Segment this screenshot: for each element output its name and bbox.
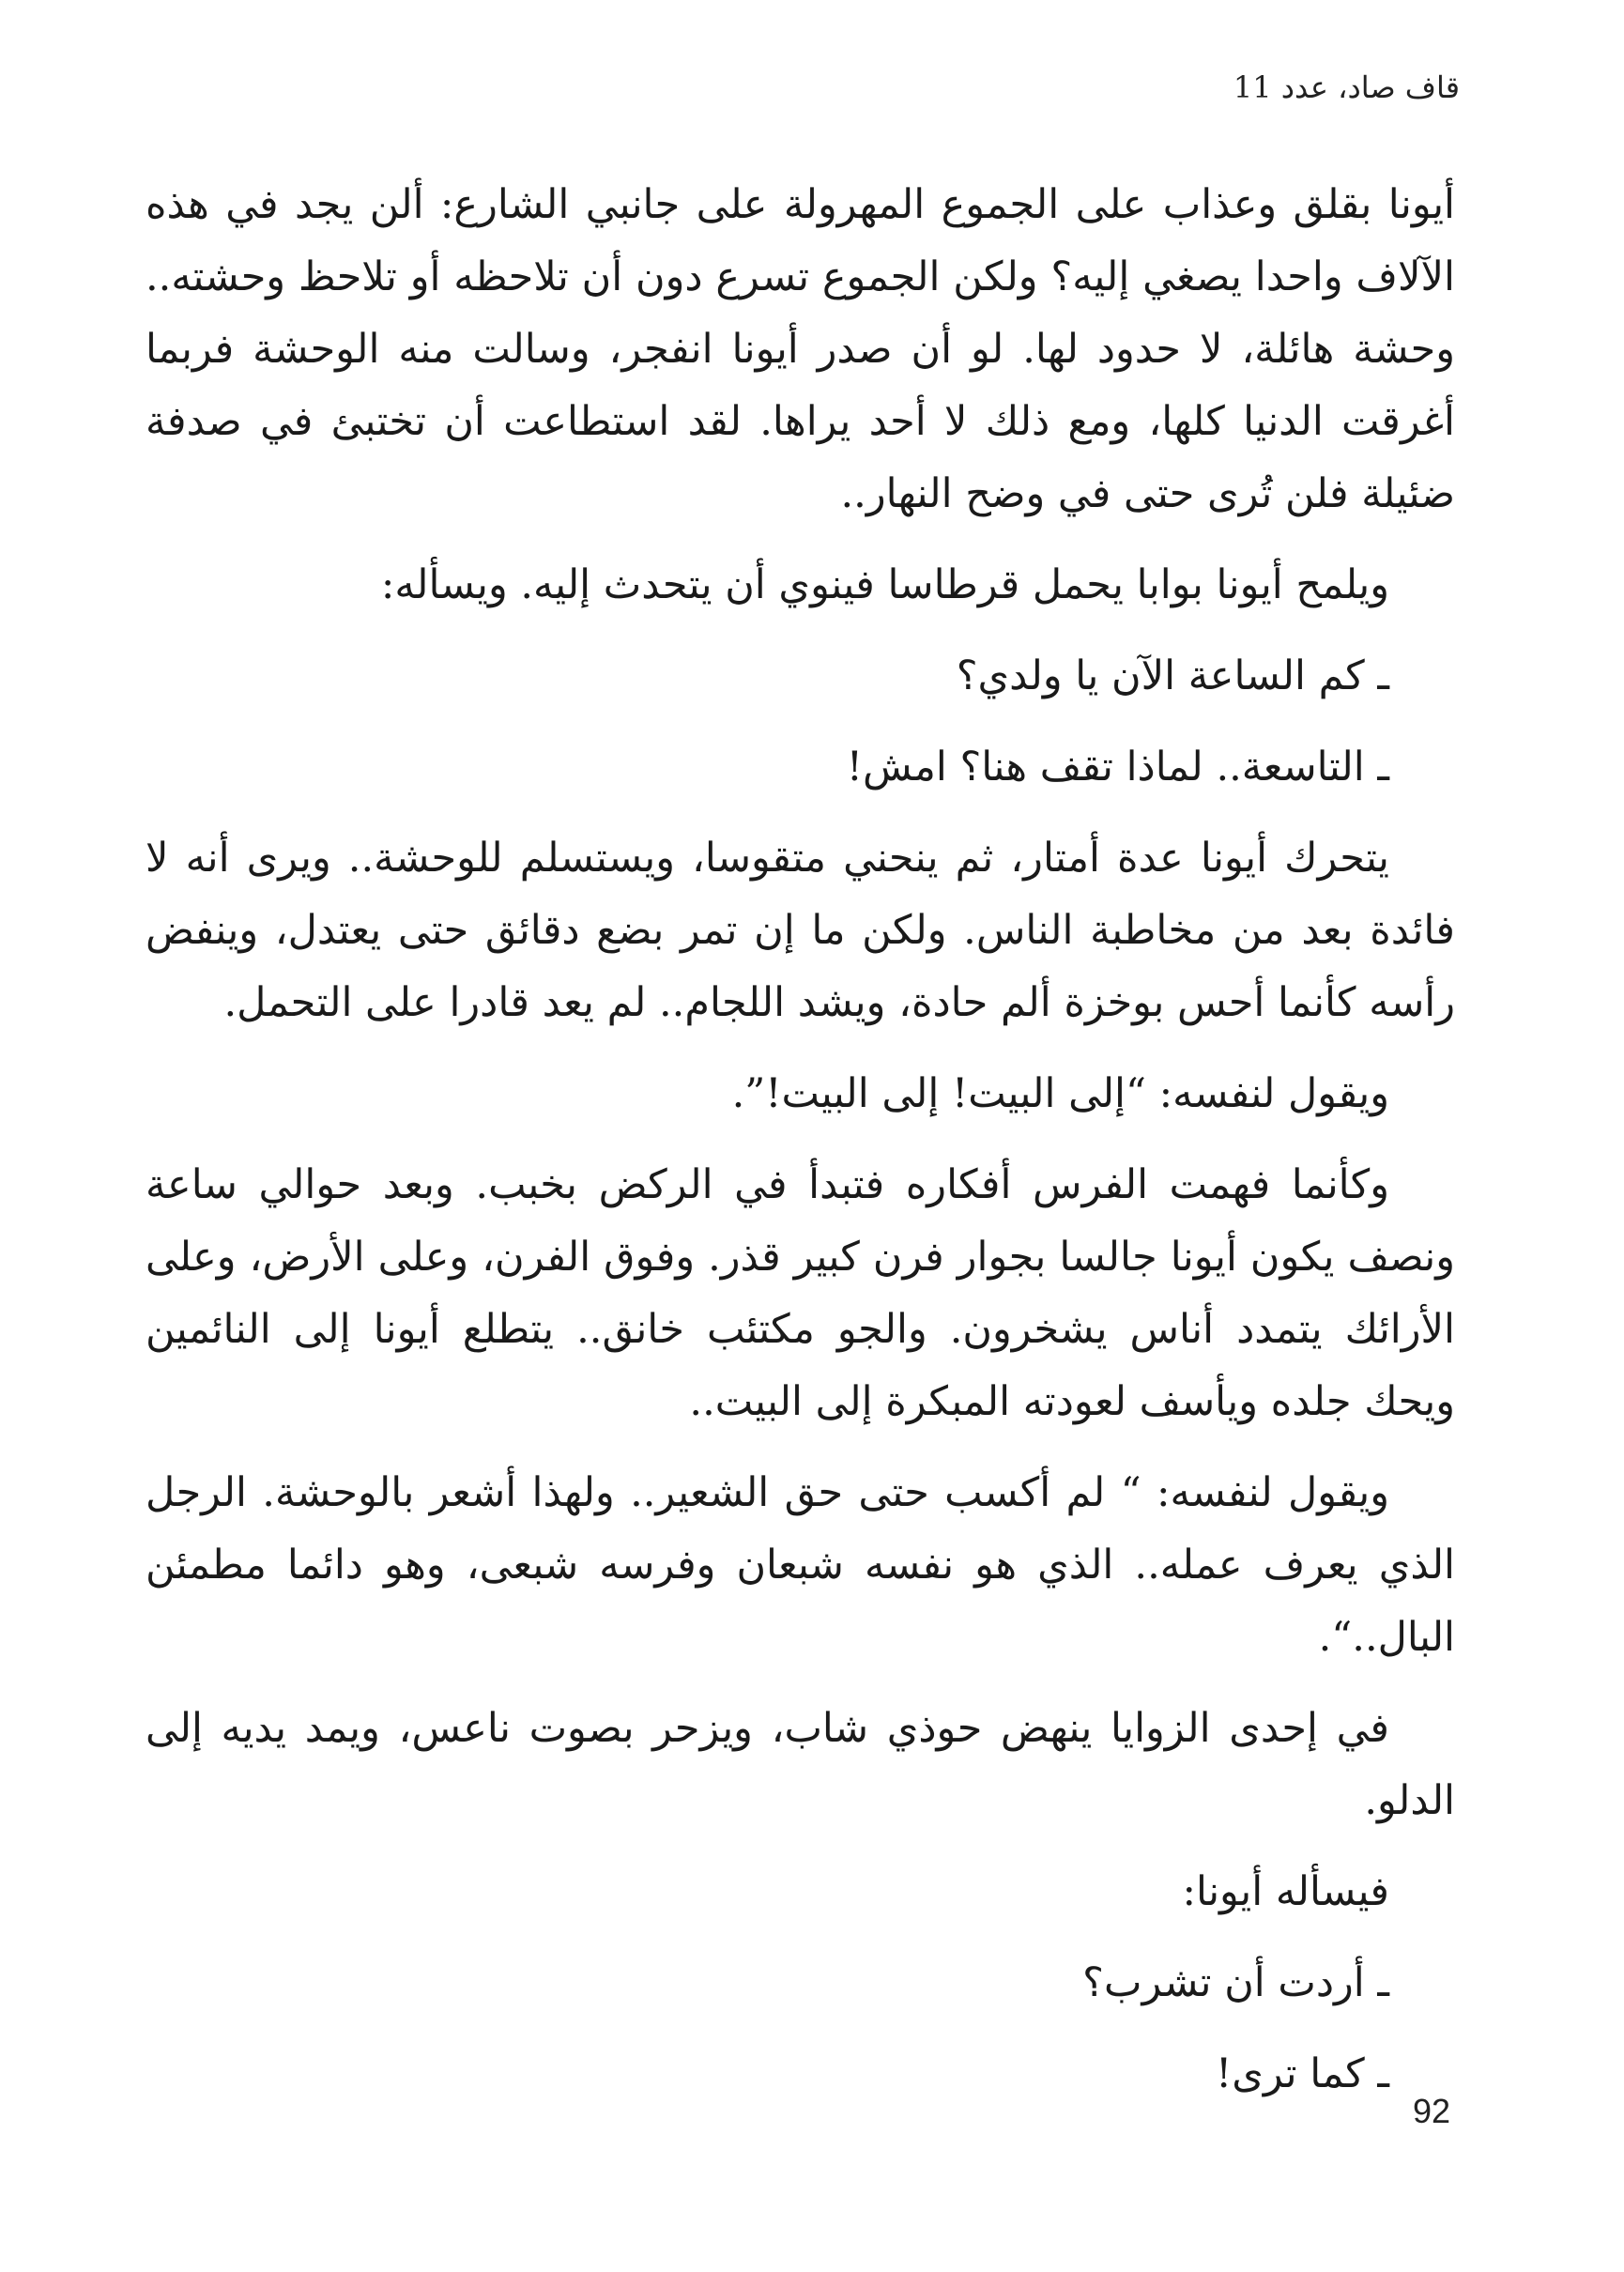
- page-number: 92: [1413, 2092, 1451, 2130]
- paragraph: يتحرك أيونا عدة أمتار، ثم ينحني متقوسا، ويستسلم للوحشة.. ويرى أنه لا فائدة بعد من مخاطبة الناس. ولكن ما إن تمر بضع دقائق حتى يعتدل، وينفض رأسه كأنما أحس بوخزة ألم حادة، ويشد اللجام.. لم يعد قادرا على التحمل.: [146, 835, 1455, 1026]
- paragraph: ويلمح أيونا بوابا يحمل قرطاسا فينوي أن يتحدث إليه. ويسأله:: [380, 561, 1389, 608]
- paragraph: في إحدى الزوايا ينهض حوذي شاب، ويزحر بصوت ناعس، ويمد يديه إلى الدلو.: [146, 1705, 1455, 1824]
- running-head: قاف صاد، عدد 11: [1233, 69, 1460, 105]
- paragraph: أيونا بقلق وعذاب على الجموع المهرولة على جانبي الشارع: ألن يجد في هذه الآلاف واحدا يصغي إليه؟ ولكن الجموع تسرع دون أن تلاحظه أو تلاحظ وحشته.. وحشة هائلة، لا حدود لها. لو أن صدر أيونا انفجر، وسالت منه الوحشة فربما أغرقت الدنيا كلها، ومع ذلك لا أحد يراها. لقد استطاعت أن تختبئ في صدفة ضئيلة فلن تُرى حتى في وضح النهار..: [146, 181, 1455, 517]
- paragraph: ويقول لنفسه: “ لم أكسب حتى حق الشعير.. ولهذا أشعر بالوحشة. الرجل الذي يعرف عمله.. الذي هو نفسه شبعان وفرسه شبعى، وهو دائما مطمئن البال..“.: [146, 1469, 1455, 1661]
- paragraph: ويقول لنفسه: “إلى البيت! إلى البيت!”.: [731, 1070, 1389, 1117]
- dialogue-line: ـ كما ترى!: [1216, 2050, 1389, 2097]
- body-text: [146, 169, 1455, 2129]
- dialogue-line: ـ التاسعة.. لماذا تقف هنا؟ امش!: [846, 744, 1389, 791]
- dialogue-line: ـ كم الساعة الآن يا ولدي؟: [956, 652, 1389, 699]
- paragraph: وكأنما فهمت الفرس أفكاره فتبدأ في الركض بخبب. وبعد حوالي ساعة ونصف يكون أيونا جالسا بجوار فرن كبير قذر. وفوق الفرن، وعلى الأرض، وعلى الأرائك يتمدد أناس يشخرون. والجو مكتئب خانق.. يتطلع أيونا إلى النائمين ويحك جلده ويأسف لعودته المبكرة إلى البيت..: [146, 1161, 1455, 1425]
- paragraph: فيسأله أيونا:: [1182, 1868, 1389, 1915]
- dialogue-line: ـ أردت أن تشرب؟: [1082, 1959, 1389, 2006]
